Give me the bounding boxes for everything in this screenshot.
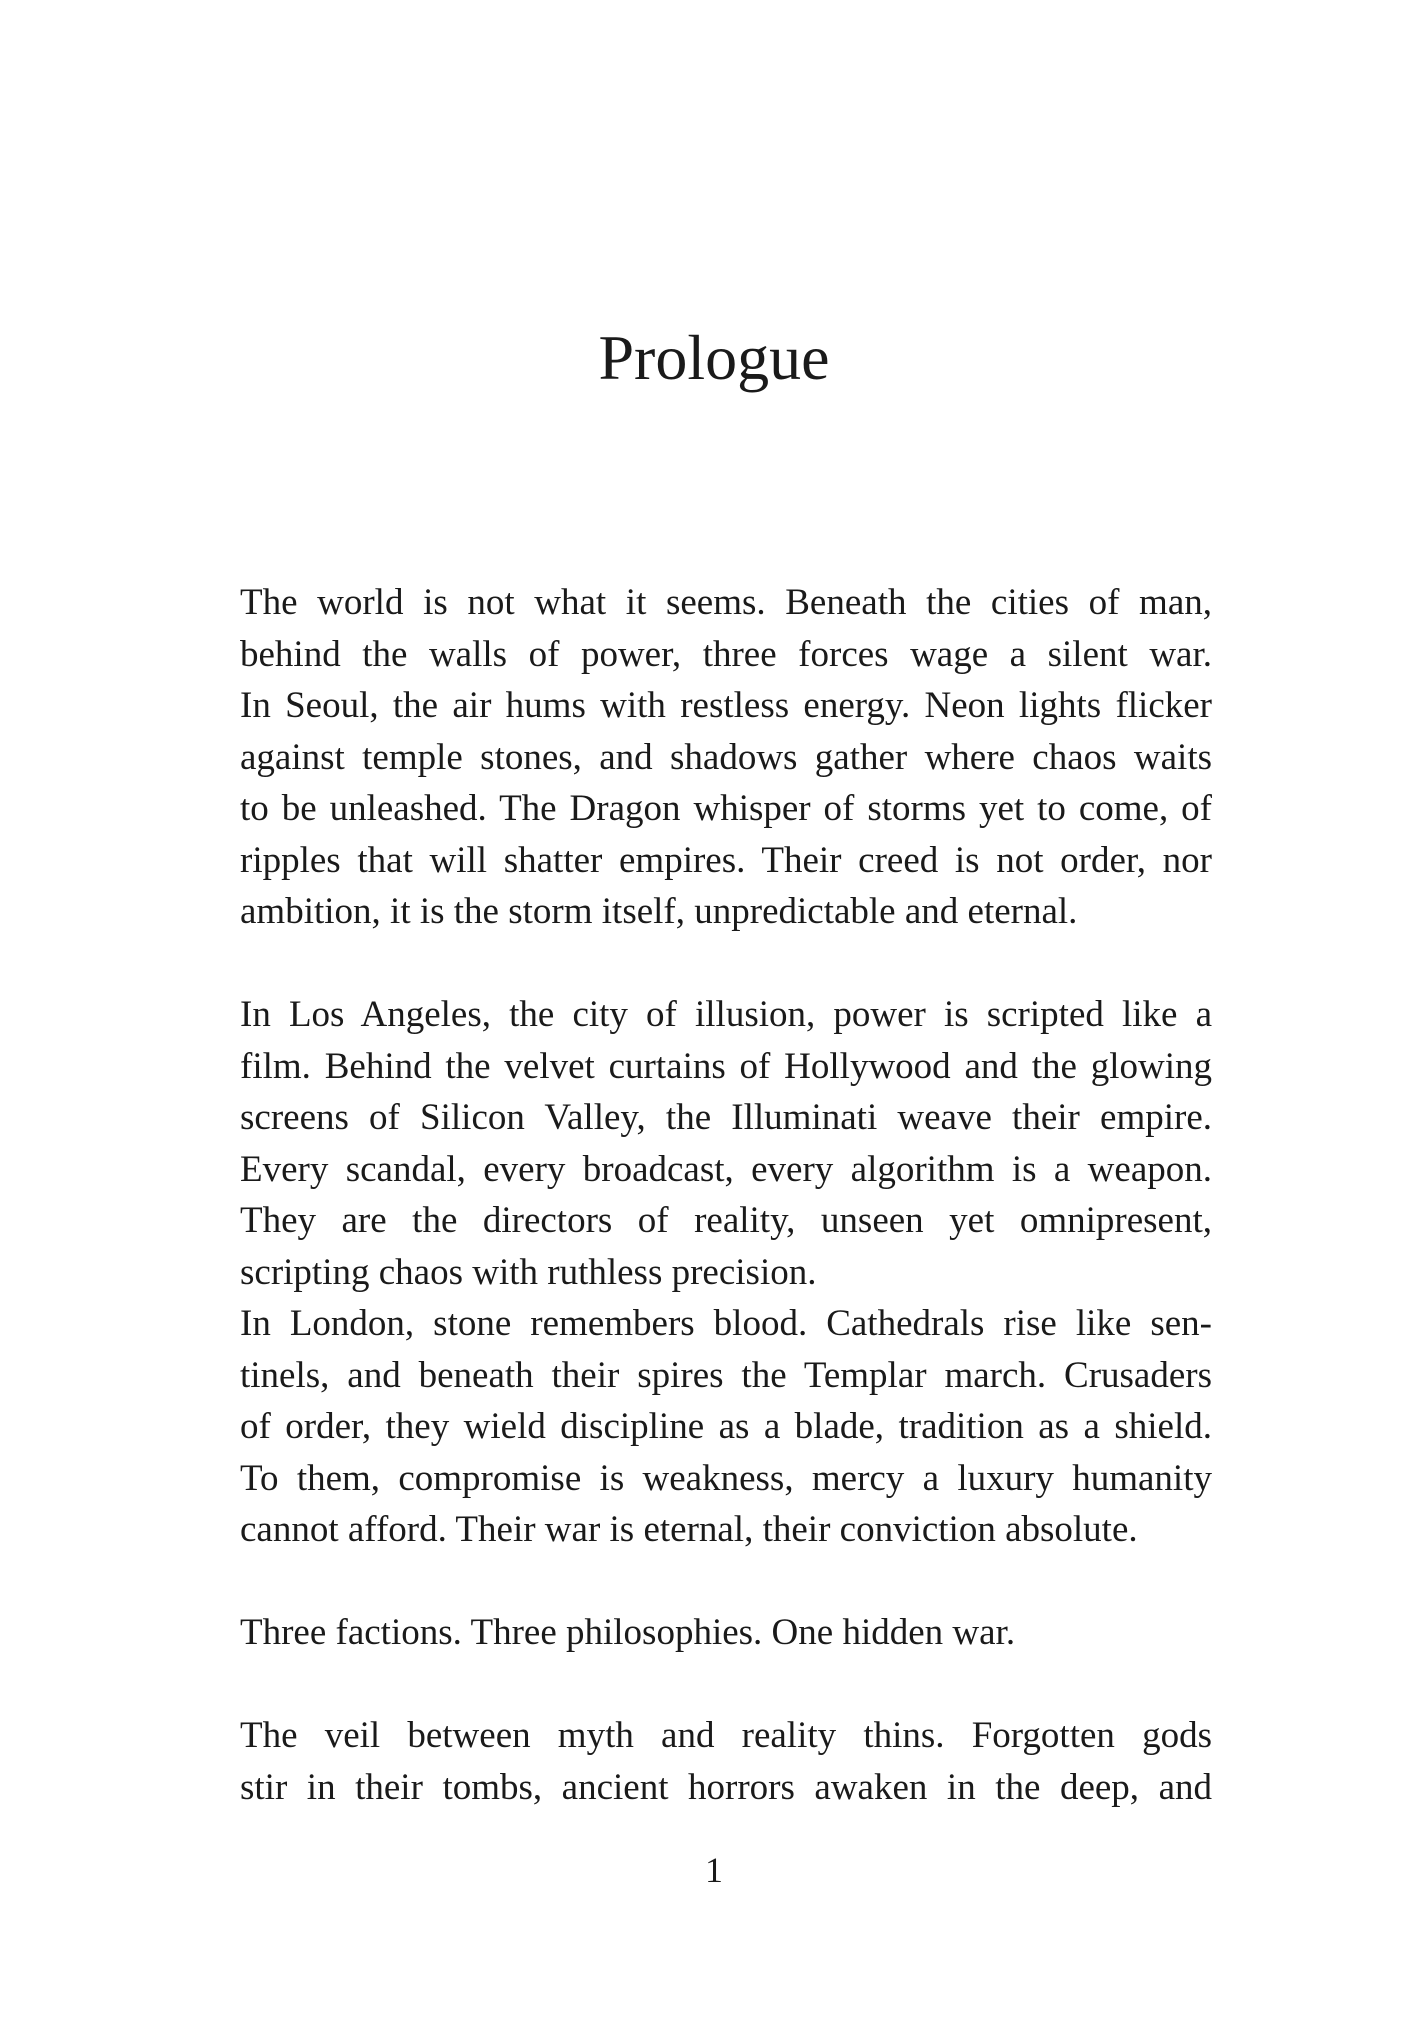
text-line: ripples that will shatter empires. Their creed is not order, nor: [240, 839, 1212, 881]
text-line: cannot afford. Their war is eternal, their conviction absolute.: [240, 1509, 1138, 1550]
text-line: In London, stone remembers blood. Cathedrals rise like sen-: [240, 1303, 1212, 1344]
paragraph-gap: [240, 1659, 1212, 1711]
prologue-body: [240, 577, 1212, 1813]
text-line: tinels, and beneath their spires the Templar march. Crusaders: [240, 1354, 1212, 1396]
text-line: To them, compromise is weakness, mercy a luxury humanity: [240, 1457, 1212, 1499]
text-line: against temple stones, and shadows gather where chaos waits: [240, 736, 1212, 778]
text-line: They are the directors of reality, unseen yet omnipresent,: [240, 1200, 1212, 1241]
text-line: ambition, it is the storm itself, unpredictable and eternal.: [240, 891, 1078, 932]
text-line: In Los Angeles, the city of illusion, power is scripted like a: [240, 994, 1212, 1035]
text-line: Every scandal, every broadcast, every algorithm is a weapon.: [240, 1148, 1212, 1190]
text-line: In Seoul, the air hums with restless energy. Neon lights flicker: [240, 685, 1212, 726]
page-title: Prologue: [598, 322, 830, 393]
text-line: Three factions. Three philosophies. One hidden war.: [240, 1612, 1016, 1653]
text-line: The world is not what it seems. Beneath the cities of man,: [240, 582, 1212, 623]
text-line: of order, they wield discipline as a blade, tradition as a shield.: [240, 1406, 1212, 1447]
text-line: stir in their tombs, ancient horrors awaken in the deep, and: [240, 1766, 1212, 1808]
text-line: scripting chaos with ruthless precision.: [240, 1251, 817, 1293]
text-line: behind the walls of power, three forces wage a silent war.: [240, 633, 1212, 675]
text-line: to be unleashed. The Dragon whisper of storms yet to come, of: [240, 788, 1212, 829]
text-line: The veil between myth and reality thins. Forgotten gods: [240, 1715, 1212, 1756]
text-line: film. Behind the velvet curtains of Hollywood and the glowing: [240, 1045, 1212, 1087]
paragraph-gap: [240, 938, 1212, 990]
text-line: screens of Silicon Valley, the Illuminati weave their empire.: [240, 1097, 1212, 1138]
paragraph-gap: [240, 1556, 1212, 1608]
page-number: 1: [705, 1850, 723, 1890]
